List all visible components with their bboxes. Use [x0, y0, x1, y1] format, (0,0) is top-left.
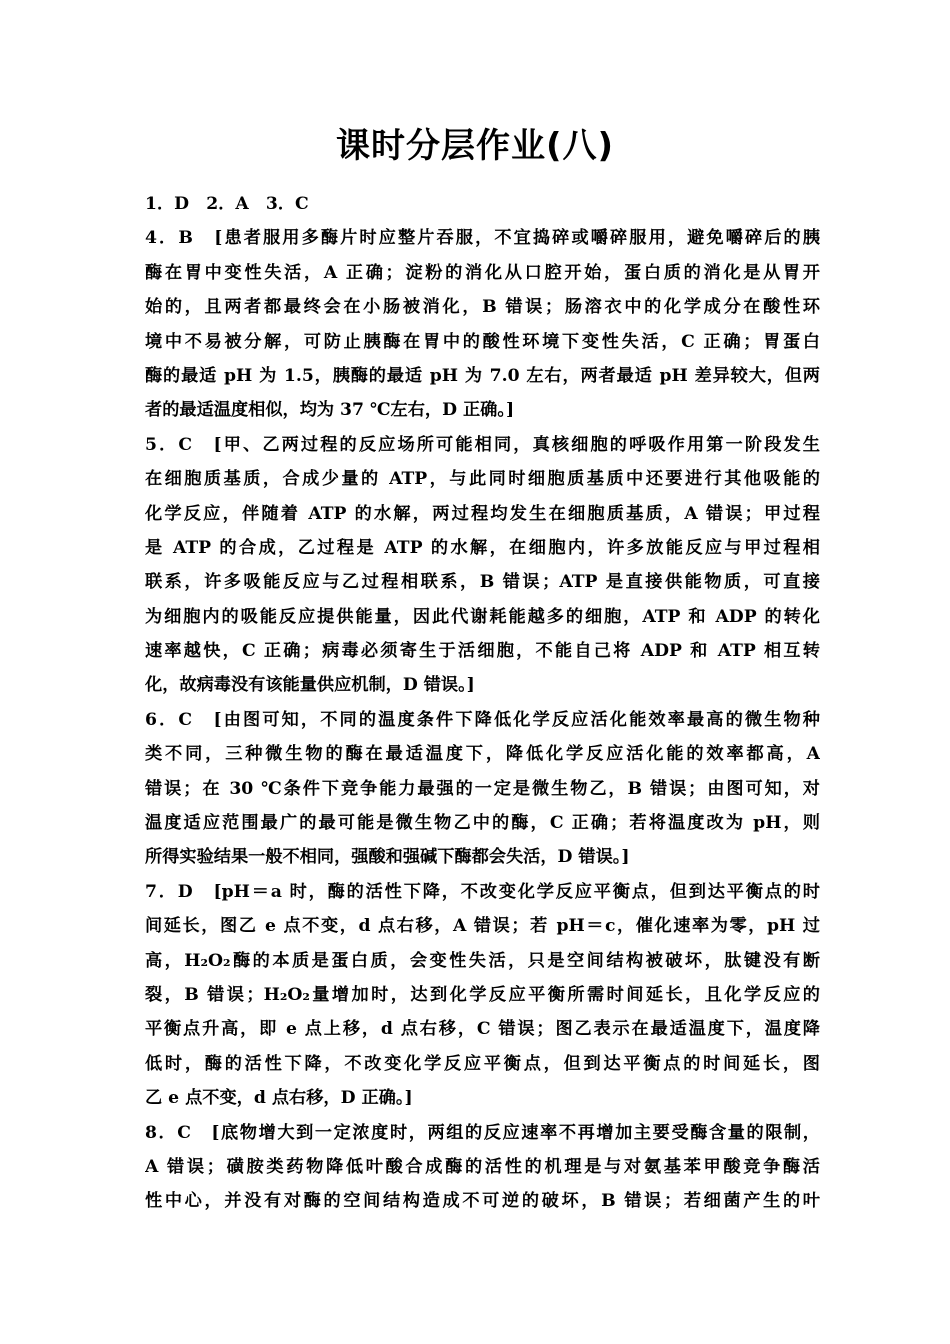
answer-line: 高，H₂O₂酶的本质是蛋白质，会变性失活，只是空间结构被破坏，肽键没有断	[145, 950, 820, 971]
answer-line: 速率越快，C 正确；病毒必须寄生于活细胞，不能自己将 ADP 和 ATP 相互转	[145, 641, 820, 662]
answer-line: 乙 e 点不变，d 点右移，D 正确。]	[145, 1088, 413, 1109]
answer-line: 酶在胃中变性失活，A 正确；淀粉的消化从口腔开始，蛋白质的消化是从胃开	[145, 262, 820, 283]
answer-line: 始的，且两者都最终会在小肠被消化，B 错误；肠溶衣中的化学成分在酸性环	[145, 297, 820, 318]
answer-line: 境中不易被分解，可防止胰酶在胃中的酸性环境下变性失活，C 正确；胃蛋白	[145, 331, 820, 352]
answer-line: 化，故病毒没有该能量供应机制，D 错误。]	[145, 675, 475, 696]
answer-line: A 错误；磺胺类药物降低叶酸合成酶的活性的机理是与对氨基苯甲酸竞争酶活	[145, 1156, 820, 1177]
answer-line: 所得实验结果一般不相同，强酸和强碱下酶都会失活，D 错误。]	[145, 847, 630, 868]
answer-line: 错误；在 30 ℃条件下竞争能力最强的一定是微生物乙，B 错误；由图可知，对	[145, 778, 820, 799]
answer-line: 在细胞质基质，合成少量的 ATP，与此同时细胞质基质中还要进行其他吸能的	[145, 469, 820, 490]
answer-line: 7．D [pH＝a 时，酶的活性下降，不改变化学反应平衡点，但到达平衡点的时	[145, 881, 820, 902]
answer-line: 间延长，图乙 e 点不变，d 点右移，A 错误；若 pH＝c，催化速率为零，pH 过	[145, 916, 820, 937]
answer-line: 裂，B 错误；H₂O₂量增加时，达到化学反应平衡所需时间延长，且化学反应的	[145, 984, 820, 1005]
answer-line: 平衡点升高，即 e 点上移，d 点右移，C 错误；图乙表示在最适温度下，温度降	[145, 1019, 820, 1040]
answer-line: 6．C [由图可知，不同的温度条件下降低化学反应活化能效率最高的微生物种	[145, 709, 820, 730]
answer-line: 4．B [患者服用多酶片时应整片吞服，不宜捣碎或嚼碎服用，避免嚼碎后的胰	[145, 228, 820, 249]
answer-line	[145, 1219, 820, 1253]
answer-line: 低时，酶的活性下降，不改变化学反应平衡点，但到达平衡点的时间延长，图	[145, 1053, 820, 1074]
answer-line: 5．C [甲、乙两过程的反应场所可能相同，真核细胞的呼吸作用第一阶段发生	[145, 434, 820, 455]
page-title: 课时分层作业(八)	[335, 126, 615, 166]
answer-line: 酶的最适 pH 为 1.5，胰酶的最适 pH 为 7.0 左右，两者最适 pH 差异较大，但两	[145, 365, 820, 386]
answer-line: 1．D 2．A 3．C	[145, 194, 309, 214]
answer-line: 类不同，三种微生物的酶在最适温度下，降低化学反应活化能的效率都高，A	[145, 744, 820, 765]
answer-line: 是 ATP 的合成，乙过程是 ATP 的水解，在细胞内，许多放能反应与甲过程相	[145, 537, 820, 558]
answer-line: 8．C [底物增大到一定浓度时，两组的反应速率不再增加主要受酶含量的限制，	[145, 1122, 820, 1143]
answer-body	[145, 187, 820, 1253]
answer-line: 为细胞内的吸能反应提供能量，因此代谢耗能越多的细胞，ATP 和 ADP 的转化	[145, 606, 820, 627]
answer-line: 化学反应，伴随着 ATP 的水解，两过程均发生在细胞质基质，A 错误；甲过程	[145, 503, 820, 524]
answer-line: 者的最适温度相似，均为 37 ℃左右，D 正确。]	[145, 400, 515, 421]
answer-line: 温度适应范围最广的最可能是微生物乙中的酶，C 正确；若将温度改为 pH，则	[145, 813, 820, 834]
answer-line: 性中心，并没有对酶的空间结构造成不可逆的破坏，B 错误；若细菌产生的叶	[145, 1191, 820, 1212]
answer-line: 联系，许多吸能反应与乙过程相联系，B 错误；ATP 是直接供能物质，可直接	[145, 572, 820, 593]
